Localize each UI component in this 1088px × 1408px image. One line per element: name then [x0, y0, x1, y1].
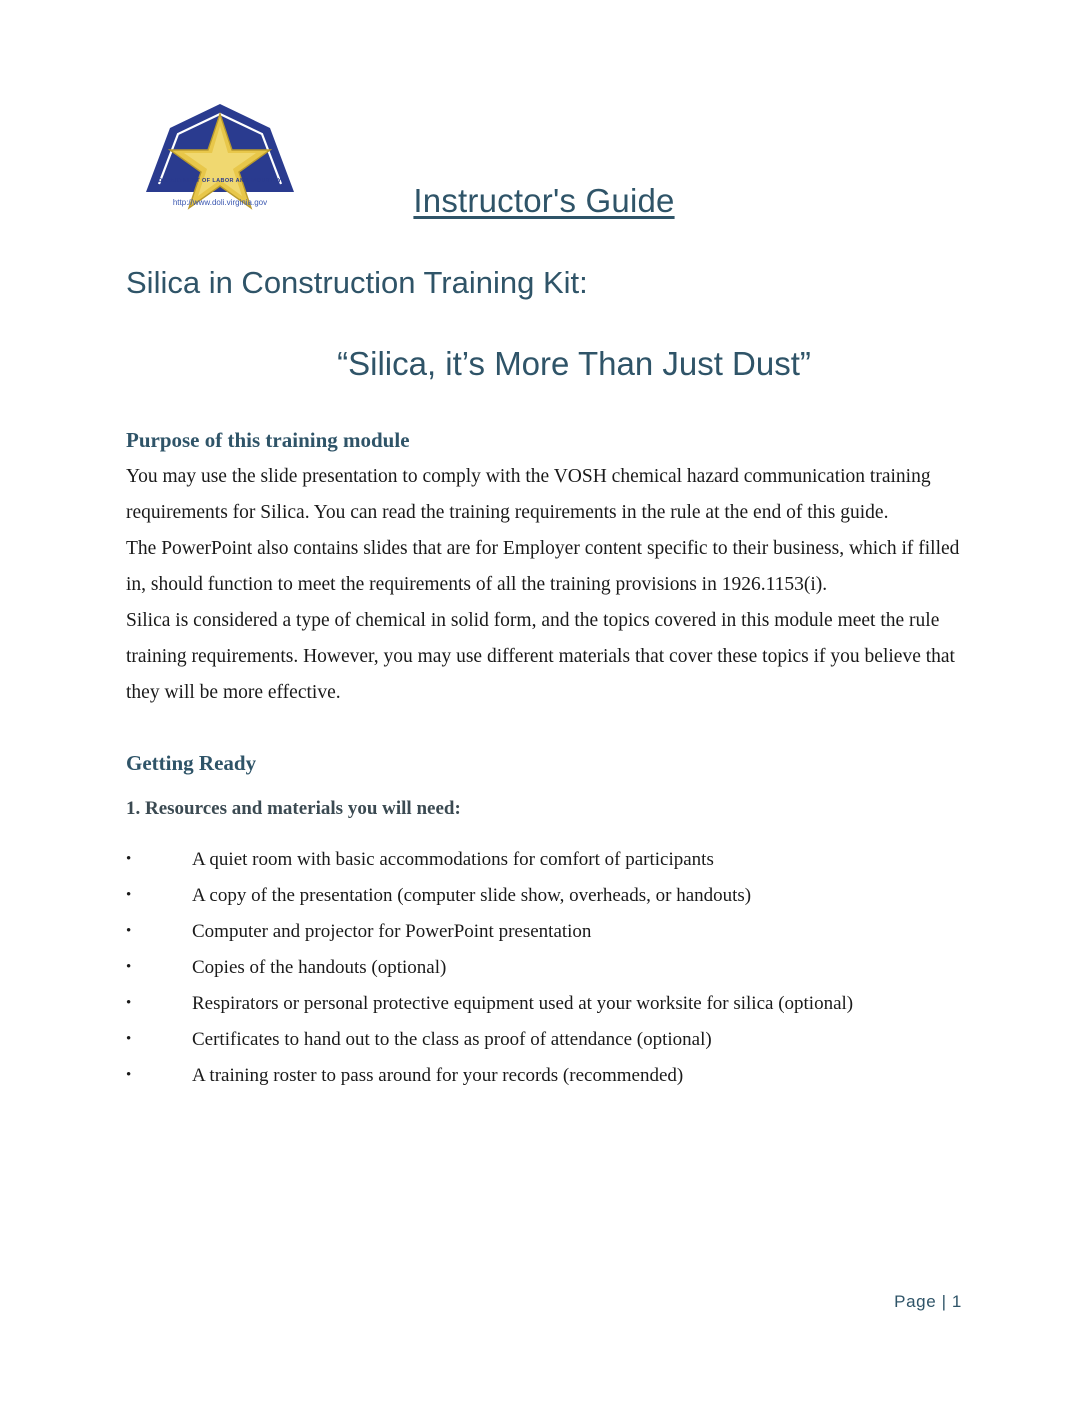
list-item: • Respirators or personal protective equipment used at your worksite for silica (optional) [126, 986, 962, 1022]
list-item: • Copies of the handouts (optional) [126, 950, 962, 986]
page-title-text: Instructor's Guide [413, 182, 675, 219]
list-item: • A training roster to pass around for your records (recommended) [126, 1058, 962, 1094]
logo-agency-text: DEPARTMENT OF LABOR AND INDUSTRY [158, 178, 282, 184]
logo-url-text: http://www.doli.virginia.gov [172, 198, 268, 207]
purpose-heading: Purpose of this training module [126, 428, 410, 452]
page-subtitle: Silica in Construction Training Kit: [126, 265, 588, 300]
purpose-paragraph-2: The PowerPoint also contains slides that are for Employer content specific to their business, which if filled in, should function to meet the requirements of all the training provisions in 1926.1153(i). [126, 538, 960, 595]
document-body [126, 428, 962, 1094]
page-quote-title: “Silica, it’s More Than Just Dust” [337, 345, 811, 382]
list-item: • Certificates to hand out to the class as proof of attendance (optional) [126, 1022, 962, 1058]
resources-list [126, 842, 962, 1094]
getting-ready-heading: Getting Ready [126, 751, 257, 775]
list-item: • A quiet room with basic accommodations for comfort of participants [126, 842, 962, 878]
resources-subheading: 1. Resources and materials you will need: [126, 798, 461, 819]
purpose-paragraph-3: Silica is considered a type of chemical in solid form, and the topics covered in this module meet the rule training requirements. However, you may use different materials that cover these topics if you believe that they will be more effective. [126, 610, 955, 703]
purpose-paragraph-1: You may use the slide presentation to comply with the VOSH chemical hazard communication training requirements for Silica. You can read the training requirements in the rule at the end of this guide. [126, 466, 931, 523]
list-item: • A copy of the presentation (computer slide show, overheads, or handouts) [126, 878, 962, 914]
list-item: • Computer and projector for PowerPoint presentation [126, 914, 962, 950]
page-number: Page | 1 [894, 1292, 962, 1311]
page-footer [0, 1292, 1088, 1312]
page-title [0, 182, 1088, 220]
